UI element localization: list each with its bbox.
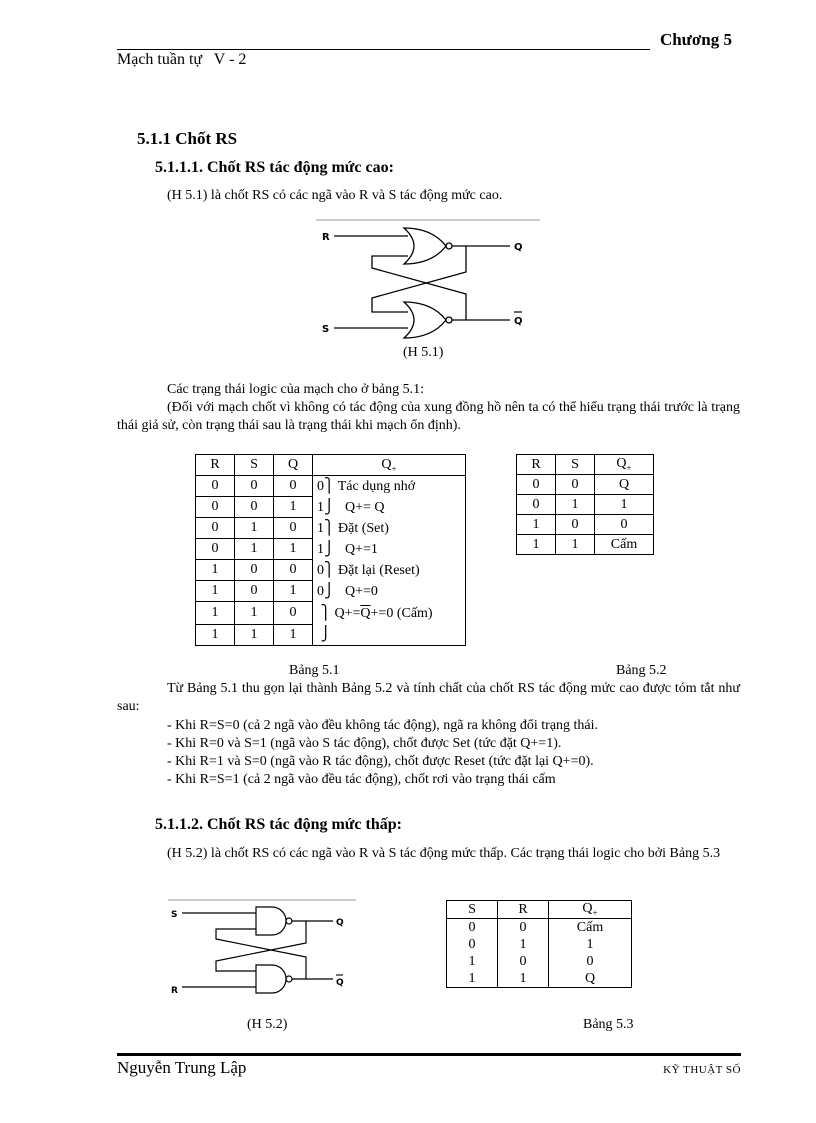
table-row: [517, 535, 654, 555]
states-line: Các trạng thái logic của mạch cho ở bảng 5.1:: [167, 382, 424, 397]
nand-gate-top: [256, 907, 286, 935]
nand-bubble-top: [286, 918, 292, 924]
label-r: R: [171, 986, 178, 996]
label-s: S: [322, 324, 330, 335]
cell: 0: [595, 515, 654, 535]
qplus-text: Q+=0: [345, 583, 378, 599]
cell: 0: [447, 919, 498, 937]
summary-bullet-3: - Khi R=1 và S=0 (ngã vào R tác động), chốt được Reset (tức đặt lại Q+=0).: [167, 754, 594, 769]
footer-course: KỸ THUẬT SỐ: [663, 1064, 741, 1076]
section-title-5-1-1-1: 5.1.1.1. Chốt RS tác động mức cao:: [155, 159, 394, 176]
cell: 1: [235, 602, 274, 625]
table-row: [447, 953, 632, 970]
table-row: [196, 602, 466, 625]
qplus-cell: 0⎭ Q+=0: [313, 581, 466, 602]
section-title-5-1-1: 5.1.1 Chốt RS: [137, 129, 238, 148]
table-row: [517, 515, 654, 535]
qplus-cell: ⎫ $Q+=\overline{Q}+=0$ (Cấm): [313, 602, 466, 625]
caption-table-5-1: Bảng 5.1: [289, 663, 340, 678]
qplus-tail: +=0 (Cấm): [370, 605, 433, 621]
feedback-qbar-to-top: [372, 256, 466, 320]
cell: 0: [235, 476, 274, 497]
table-row: [196, 497, 466, 518]
section-title-5-1-1-2: 5.1.1.2. Chốt RS tác động mức thấp:: [155, 816, 402, 833]
cell: 1: [196, 560, 235, 581]
table-row: [517, 495, 654, 515]
cell: 1: [549, 936, 632, 953]
qplus-text: Tác dụng nhớ: [337, 478, 416, 494]
qplus-cell: 1⎭ Q+= Q: [313, 497, 466, 518]
cell: 0: [517, 475, 556, 495]
cell: 0: [196, 497, 235, 518]
cell: 0: [447, 936, 498, 953]
qplus-value: 0: [317, 478, 324, 494]
cell: 1: [447, 970, 498, 988]
cell: 1: [235, 539, 274, 560]
table-row: [447, 919, 632, 937]
t51-header: S: [235, 455, 274, 476]
cell: 1: [498, 936, 549, 953]
table-5-1: [195, 454, 466, 646]
label-r: R: [322, 232, 330, 243]
cell: 1: [274, 581, 313, 602]
t52-header-qplus: $Q_+$: [595, 455, 654, 475]
table-row: [447, 970, 632, 988]
intro-h52: (H 5.2) là chốt RS có các ngã vào R và S tác động mức thấp. Các trạng thái logic cho bởi Bảng 5.3: [167, 846, 721, 861]
cell: Q: [549, 970, 632, 988]
t51-header: Q: [274, 455, 313, 476]
cell: 1: [556, 495, 595, 515]
qplus-cell: ⎭: [313, 625, 466, 646]
cell: Q: [595, 475, 654, 495]
qplus-cell: 0⎫ Đặt lại (Reset): [313, 560, 466, 581]
t51-header: R: [196, 455, 235, 476]
t53-header: S: [447, 901, 498, 919]
caption-h51: (H 5.1): [403, 345, 444, 360]
t53-header-qplus: $Q_+$: [549, 901, 632, 919]
table-5-3: [446, 900, 632, 988]
cell: 1: [235, 518, 274, 539]
footer-rule: [117, 1053, 741, 1056]
table-row: [196, 560, 466, 581]
caption-table-5-2: Bảng 5.2: [616, 663, 667, 678]
qplus-value: 1: [317, 541, 324, 557]
table-row: [196, 476, 466, 497]
nor-gate-bottom: [404, 302, 446, 338]
summary-bullet-2: - Khi R=0 và S=1 (ngã vào S tác động), chốt được Set (tức đặt Q+=1).: [167, 736, 562, 751]
table-5-2: [516, 454, 654, 555]
cell: 1: [274, 539, 313, 560]
cell: 0: [549, 953, 632, 970]
qplus-text: Đặt (Set): [338, 520, 389, 536]
cell: Cấm: [595, 535, 654, 555]
summary-bullet-4: - Khi R=S=1 (cả 2 ngã vào đều tác động), chốt rơi vào trạng thái cấm: [167, 772, 556, 787]
qbar-symbol: $\overline{Q}$: [360, 605, 371, 621]
t51-header-qplus: $Q_+$: [313, 455, 466, 476]
cell: 0: [274, 560, 313, 581]
cell: 1: [196, 581, 235, 602]
t53-header: R: [498, 901, 549, 919]
t52-header: R: [517, 455, 556, 475]
label-qbar: Q: [514, 316, 523, 327]
cell: 0: [196, 518, 235, 539]
nor-bubble-bottom: [446, 317, 452, 323]
summary-intro: Từ Bảng 5.1 thu gọn lại thành Bảng 5.2 và tính chất của chốt RS tác động mức cao được tóm tắt như sau:: [117, 681, 740, 714]
summary-bullet-1: - Khi R=S=0 (cả 2 ngã vào đều không tác động), ngã ra không đổi trạng thái.: [167, 718, 599, 733]
cell: 1: [196, 625, 235, 646]
header-rule: [117, 49, 650, 50]
cell: 1: [447, 953, 498, 970]
qplus-text: Q+=1: [345, 541, 378, 557]
note-paragraph: (Đối với mạch chốt vì không có tác động của xung đồng hồ nên ta có thể hiểu trạng thái trước là trạng thái giả sử, còn trạng thái sau là trạng thái khi mạch ổn định).: [117, 400, 740, 433]
cell: 0: [235, 581, 274, 602]
qplus-text: Q+=: [334, 605, 361, 621]
label-q: Q: [514, 242, 523, 253]
table-row: [196, 518, 466, 539]
caption-h52: (H 5.2): [247, 1017, 288, 1032]
qplus-value: 0: [317, 562, 324, 578]
t52-header: S: [556, 455, 595, 475]
cell: 0: [235, 497, 274, 518]
table-row: [447, 936, 632, 953]
cell: 0: [498, 919, 549, 937]
table-row: [196, 539, 466, 560]
footer-author: Nguyễn Trung Lập: [117, 1058, 247, 1077]
nand-bubble-bottom: [286, 976, 292, 982]
qplus-value: 0: [317, 583, 324, 599]
cell: 0: [196, 539, 235, 560]
label-qbar: Q: [336, 978, 344, 988]
figure-h52-nand-latch: [168, 899, 356, 1001]
intro-h51: (H 5.1) là chốt RS có các ngã vào R và S tác động mức cao.: [167, 188, 503, 203]
cell: 0: [556, 515, 595, 535]
cell: 1: [595, 495, 654, 515]
cell: 1: [274, 497, 313, 518]
table-row: [517, 475, 654, 495]
qplus-cell: 0⎫ Tác dụng nhớ: [313, 476, 466, 497]
cell: 1: [274, 625, 313, 646]
cell: 1: [517, 535, 556, 555]
label-q: Q: [336, 918, 344, 928]
cell: 1: [196, 602, 235, 625]
figure-h51-nor-latch: [316, 218, 540, 344]
cell: 0: [556, 475, 595, 495]
cell: 1: [498, 970, 549, 988]
chapter-label: Chương 5: [659, 30, 732, 49]
qplus-cell: 1⎭ Q+=1: [313, 539, 466, 560]
label-s: S: [171, 910, 178, 920]
qplus-value: 1: [317, 499, 324, 515]
qplus-value: 1: [317, 520, 324, 536]
table-row: [196, 625, 466, 646]
cell: 0: [235, 560, 274, 581]
nand-gate-bottom: [256, 965, 286, 993]
table-row: [196, 581, 466, 602]
qplus-text: Đặt lại (Reset): [338, 562, 420, 578]
cell: 0: [274, 518, 313, 539]
cell: 0: [196, 476, 235, 497]
cell: 1: [556, 535, 595, 555]
cell: Cấm: [549, 919, 632, 937]
cell: 0: [274, 476, 313, 497]
qplus-cell: 1⎫ Đặt (Set): [313, 518, 466, 539]
cell: 0: [517, 495, 556, 515]
qplus-text: Q+= Q: [345, 499, 385, 515]
page-subtitle: Mạch tuần tự V - 2: [117, 51, 247, 68]
cell: 1: [517, 515, 556, 535]
nor-bubble-top: [446, 243, 452, 249]
nor-gate-top: [404, 228, 446, 264]
cell: 0: [498, 953, 549, 970]
caption-table-5-3: Bảng 5.3: [583, 1017, 634, 1032]
cell: 1: [235, 625, 274, 646]
cell: 0: [274, 602, 313, 625]
